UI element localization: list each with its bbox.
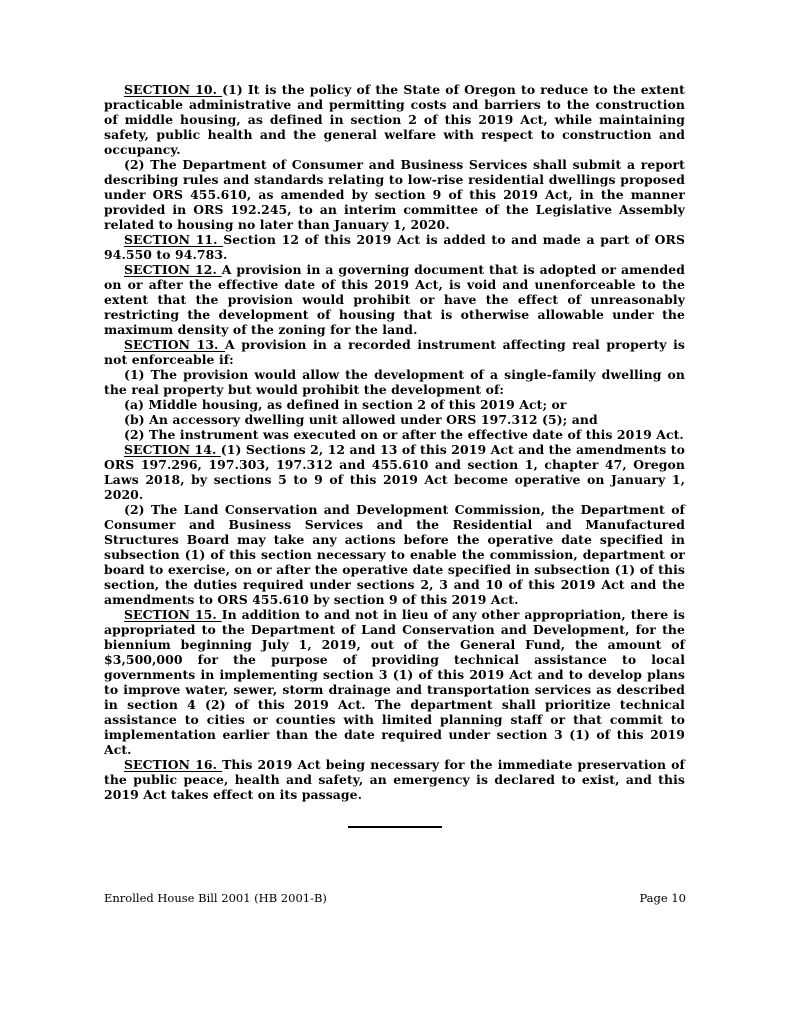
bill-paragraph — [104, 412, 685, 427]
bill-paragraph — [104, 337, 685, 367]
paragraph-text: A provision in a recorded instrument affecting real property is not enforceable if: — [104, 337, 685, 367]
page-footer — [104, 891, 686, 905]
paragraph-text: (2) The instrument was executed on or after the effective date of this 2019 Act. — [124, 427, 684, 442]
section-label: SECTION 11. — [124, 232, 218, 247]
paragraph-text: (1) The provision would allow the development of a single-family dwelling on the real property but would prohibit the development of: — [104, 367, 685, 397]
section-label: SECTION 13. — [124, 337, 219, 352]
paragraph-text: Section 12 of this 2019 Act is added to and made a part of ORS 94.550 to 94.783. — [104, 232, 685, 262]
section-label: SECTION 12. — [124, 262, 217, 277]
bill-paragraph — [104, 82, 685, 157]
bill-paragraph — [104, 262, 685, 337]
paragraph-text: (b) An accessory dwelling unit allowed under ORS 197.312 (5); and — [124, 412, 598, 427]
bill-paragraph — [104, 427, 685, 442]
paragraph-text: This 2019 Act being necessary for the immediate preservation of the public peace, health and safety, an emergency is declared to exist, and this 2019 Act takes effect on its passage. — [104, 757, 685, 802]
bill-paragraph — [104, 502, 685, 607]
bill-paragraph — [104, 157, 685, 232]
footer-page-number: Page 10 — [639, 891, 686, 905]
bill-paragraph — [104, 367, 685, 397]
paragraph-text: (2) The Department of Consumer and Business Services shall submit a report describing rules and standards relating to low-rise residential dwellings proposed under ORS 455.610, as amended by section 9 of this 2019 Act, in the manner provided in ORS 192.245, to an interim committee of the Legislative Assembly related to housing no later than January 1, 2020. — [104, 157, 685, 232]
bill-paragraph — [104, 232, 685, 262]
bill-paragraph — [104, 757, 685, 802]
section-label: SECTION 14. — [124, 442, 217, 457]
paragraph-text: A provision in a governing document that is adopted or amended on or after the effective date of this 2019 Act, is void and unenforceable to the extent that the provision would prohibit or have the effect of unreasonably restricting the development of housing that is otherwise allowable under the maximum density of the zoning for the land. — [104, 262, 685, 337]
bill-text-body — [104, 82, 685, 828]
bill-paragraph — [104, 397, 685, 412]
section-label: SECTION 16. — [124, 757, 218, 772]
paragraph-text: (a) Middle housing, as defined in section 2 of this 2019 Act; or — [124, 397, 567, 412]
paragraph-text: (2) The Land Conservation and Development Commission, the Department of Consumer and Business Services and the Residential and Manufactured Structures Board may take any actions before the operative date specified in subsection (1) of this section necessary to enable the commission, department or board to exercise, on or after the operative date specified in subsection (1) of this section, the duties required under sections 2, 3 and 10 of this 2019 Act and the amendments to ORS 455.610 by section 9 of this 2019 Act. — [104, 502, 685, 607]
bill-paragraph — [104, 442, 685, 502]
bill-paragraph — [104, 607, 685, 757]
section-label: SECTION 10. — [124, 82, 218, 97]
end-of-act-divider — [348, 826, 442, 828]
footer-bill-title: Enrolled House Bill 2001 (HB 2001-B) — [104, 891, 327, 905]
section-label: SECTION 15. — [124, 607, 217, 622]
paragraph-text: In addition to and not in lieu of any other appropriation, there is appropriated to the Department of Land Conservation and Development, for the biennium beginning July 1, 2019, out of the General Fund, the amount of $3,500,000 for the purpose of providing technical assistance to local governments in implementing section 3 (1) of this 2019 Act and to develop plans to improve water, sewer, storm drainage and transportation services as described in section 4 (2) of this 2019 Act. The department shall prioritize technical assistance to cities or counties with limited planning staff or that commit to implementation earlier than the date required under section 3 (1) of this 2019 Act. — [104, 607, 685, 757]
paragraph-text: (1) Sections 2, 12 and 13 of this 2019 Act and the amendments to ORS 197.296, 197.303, 197.312 and 455.610 and section 1, chapter 47, Oregon Laws 2018, by sections 5 to 9 of this 2019 Act become operative on January 1, 2020. — [104, 442, 685, 502]
paragraph-text: (1) It is the policy of the State of Oregon to reduce to the extent practicable administrative and permitting costs and barriers to the construction of middle housing, as defined in section 2 of this 2019 Act, while maintaining safety, public health and the general welfare with respect to construction and occupancy. — [104, 82, 685, 157]
